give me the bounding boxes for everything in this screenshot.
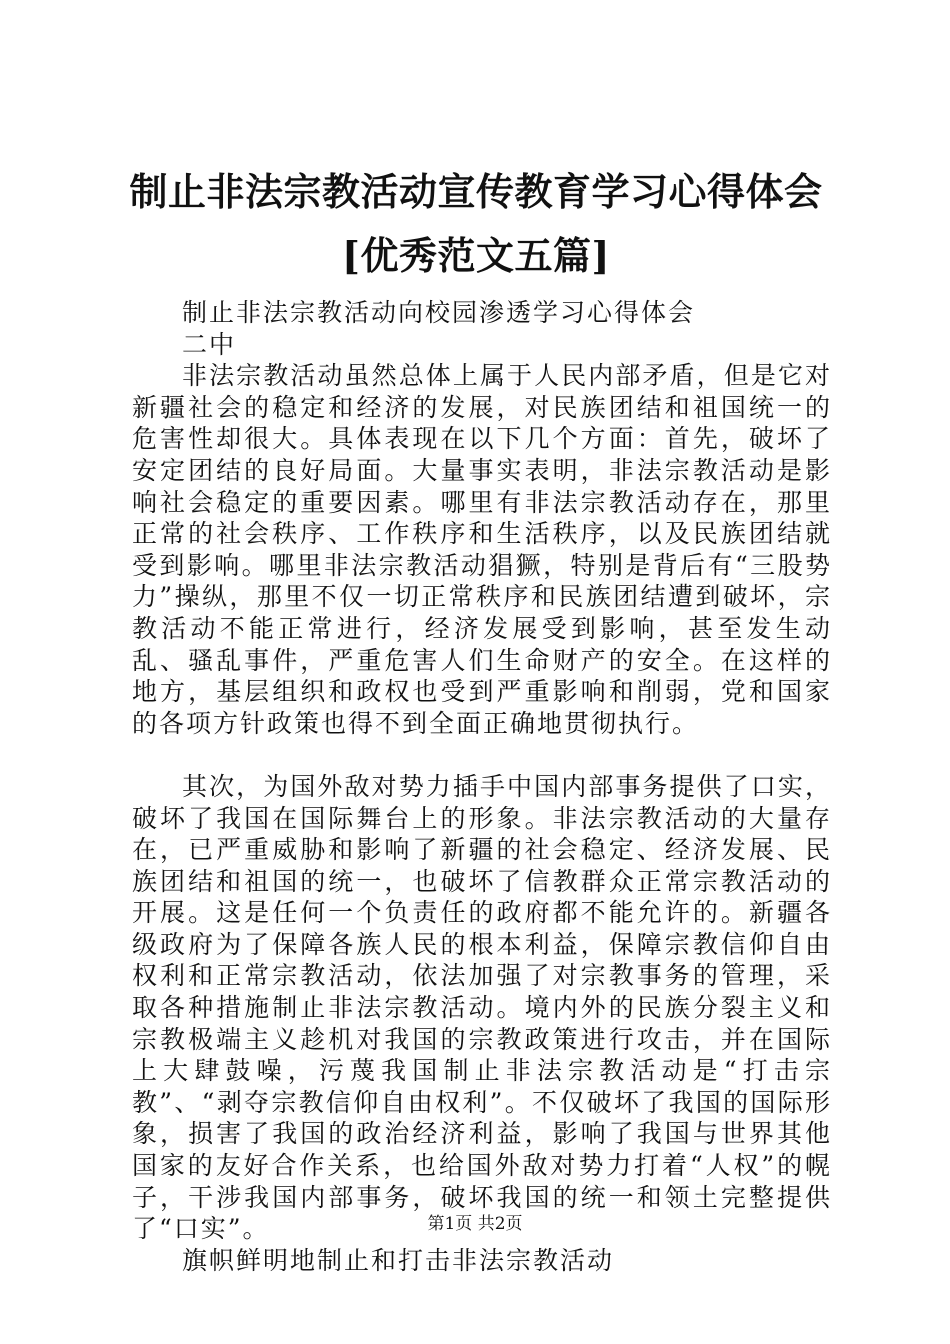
- body-paragraph: 非法宗教活动虽然总体上属于人民内部矛盾，但是它对新疆社会的稳定和经济的发展，对民族团结和祖国统一的危害性却很大。具体表现在以下几个方面：首先，破坏了安定团结的良好局面。大量事实表明，非法宗教活动是影响社会稳定的重要因素。哪里有非法宗教活动存在，那里正常的社会秩序、工作秩序和生活秩序，以及民族团结就受到影响。哪里非法宗教活动猖獗，特别是背后有“三股势力”操纵，那里不仅一切正常秩序和民族团结遭到破坏，宗教活动不能正常进行，经济发展受到影响，甚至发生动乱、骚乱事件，严重危害人们生命财产的安全。在这样的地方，基层组织和政权也受到严重影响和削弱，党和国家的各项方针政策也得不到全面正确地贯彻执行。: [132, 361, 832, 738]
- page-number: 第1页 共2页: [427, 1214, 523, 1234]
- document-subtitle: 制止非法宗教活动向校园渗透学习心得体会: [182, 298, 696, 327]
- body-paragraph: 其次，为国外敌对势力插手中国内部事务提供了口实，破坏了我国在国际舞台上的形象。非法宗教活动的大量存在，已严重威胁和影响了新疆的社会稳定、经济发展、民族团结和祖国的统一，也破坏了信教群众正常宗教活动的开展。这是任何一个负责任的政府都不能允许的。新疆各级政府为了保障各族人民的根本利益，保障宗教信仰自由权利和正常宗教活动，依法加强了对宗教事务的管理，采取各种措施制止非法宗教活动。境内外的民族分裂主义和宗教极端主义趁机对我国的宗教政策进行攻击，并在国际上大肆鼓噪，污蔑我国制止非法宗教活动是“打击宗教”、“剥夺宗教信仰自由权利”。不仅破坏了我国的国际形象，损害了我国的政治经济利益，影响了我国与世界其他国家的友好合作关系，也给国外敌对势力打着“人权”的幌子，干涉我国内部事务，破坏我国的统一和领土完整提供了“口实”。: [132, 771, 832, 1244]
- section-heading: 旗帜鲜明地制止和打击非法宗教活动: [182, 1245, 615, 1275]
- document-author: 二中: [182, 329, 237, 359]
- document-title: 制止非法宗教活动宣传教育学习心得体会[优秀范文五篇]: [129, 169, 823, 278]
- document-body: [132, 297, 832, 1276]
